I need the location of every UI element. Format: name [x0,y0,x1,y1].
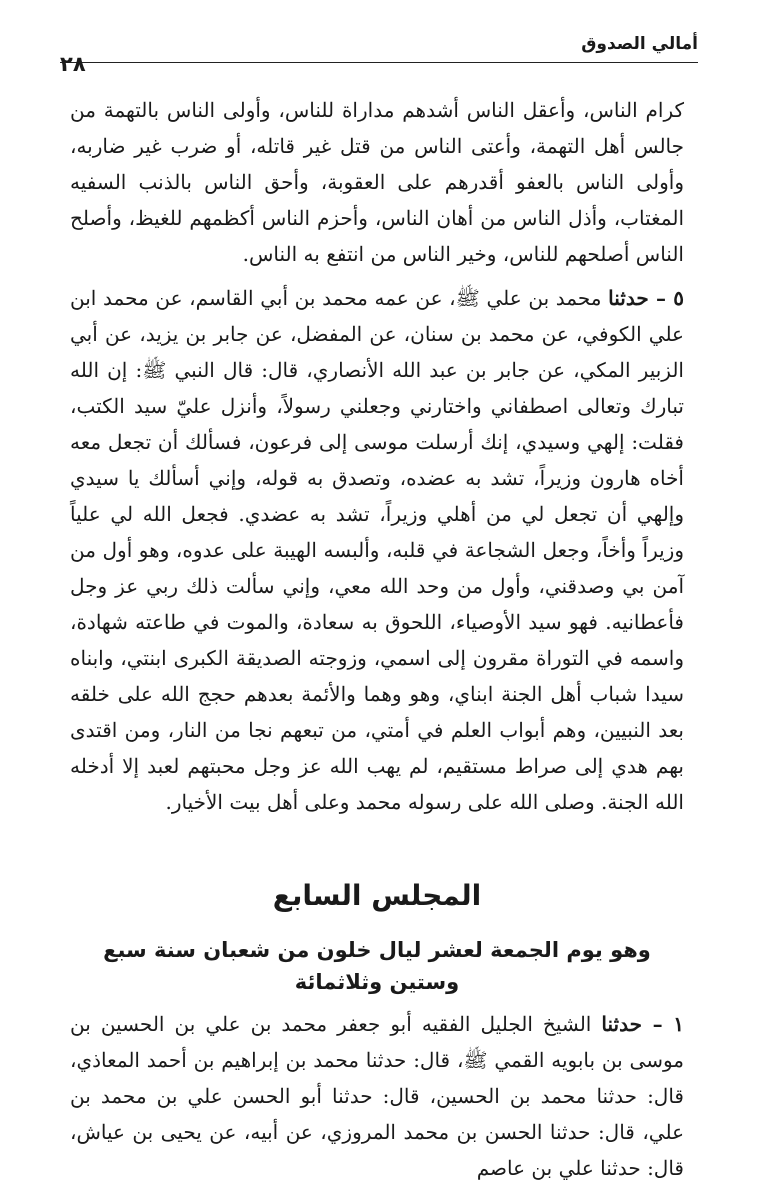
hadith-1 [70,1006,684,1186]
session-date: وهو يوم الجمعة لعشر ليال خلون من شعبان سنة سبع وستين وثلاثمائة [103,938,651,994]
page-body [70,92,684,1186]
hadith-5 [70,280,684,820]
session-title: المجلس السابع [272,879,482,912]
hadith-number: ٥ – حدثنا [608,286,685,310]
hadith-number: ١ – حدثنا [601,1012,684,1036]
paragraph-intro [70,92,684,272]
book-title: أمالي الصدوق [581,34,698,54]
running-header [60,28,698,76]
hadith-text: محمد بن علي ﷺ، عن عمه محمد بن أبي القاسم، عن محمد ابن علي الكوفي، عن محمد بن سنان، عن المفضل، عن جابر بن يزيد، عن أبي الزبير المكي، عن جابر بن عبد الله الأنصاري، قال: قال النبي ﷺ: إن الله تبارك وتعالى اصطفاني واختارني وجعلني رسولاً، وأنزل عليّ سيد الكتب، فقلت: إلهي وسيدي، إنك أرسلت موسى إلى فرعون، فسألك أن تجعل معه أخاه هارون وزيراً، تشد به عضده، وتصدق به قوله، وإني أسألك يا سيدي وإلهي أن تجعل لي من أهلي وزيراً، تشد به عضدي. فجعل الله لي علياً وزيراً وأخاً، وجعل الشجاعة في قلبه، وألبسه الهيبة على عدوه، وهو أول من آمن بي وصدقني، وأول من وحد الله معي، وإني سألت ذلك ربي عز وجل فأعطانيه. فهو سيد الأوصياء، اللحوق به سعادة، والموت في طاعته شهادة، واسمه في التوراة مقرون إلى اسمي، وزوجته الصديقة الكبرى ابنتي، وابناه سيدا شباب أهل الجنة ابناي، وهو وهما والأئمة بعدهم حجج الله على خلقه بعد النبيين، وهم أبواب العلم في أمتي، من تبعهم نجا من النار، ومن اقتدى بهم هدي إلى صراط مستقيم، لم يهب الله عز وجل محبتهم لعبد إلا أدخله الله الجنة. وصلى الله على رسوله محمد وعلى أهل بيت الأخيار. [70,286,685,814]
page-number: ٢٨ [60,52,86,76]
paragraph-text: كرام الناس، وأعقل الناس أشدهم مداراة للناس، وأولى الناس بالتهمة من جالس أهل التهمة، وأعتى الناس من قتل غير قاتله، أو ضرب غير ضاربه، وأولى الناس بالعفو أقدرهم على العقوبة، وأحق الناس بالذنب السفيه المغتاب، وأذل الناس من أهان الناس، وأحزم الناس أكظمهم للغيظ، وأصلح الناس أصلحهم للناس، وخير الناس من انتفع به الناس. [70,98,684,266]
hadith-text: الشيخ الجليل الفقيه أبو جعفر محمد بن علي بن الحسين بن موسى بن بابويه القمي ﷺ، قال: حدثنا محمد بن إبراهيم بن أحمد المعاذي، قال: حدثنا محمد بن الحسين، قال: حدثنا أبو الحسن علي بن محمد بن علي، قال: حدثنا الحسن بن محمد المروزي، عن أبيه، عن يحيى بن عياش، قال: حدثنا علي بن عاصم [70,1012,684,1180]
